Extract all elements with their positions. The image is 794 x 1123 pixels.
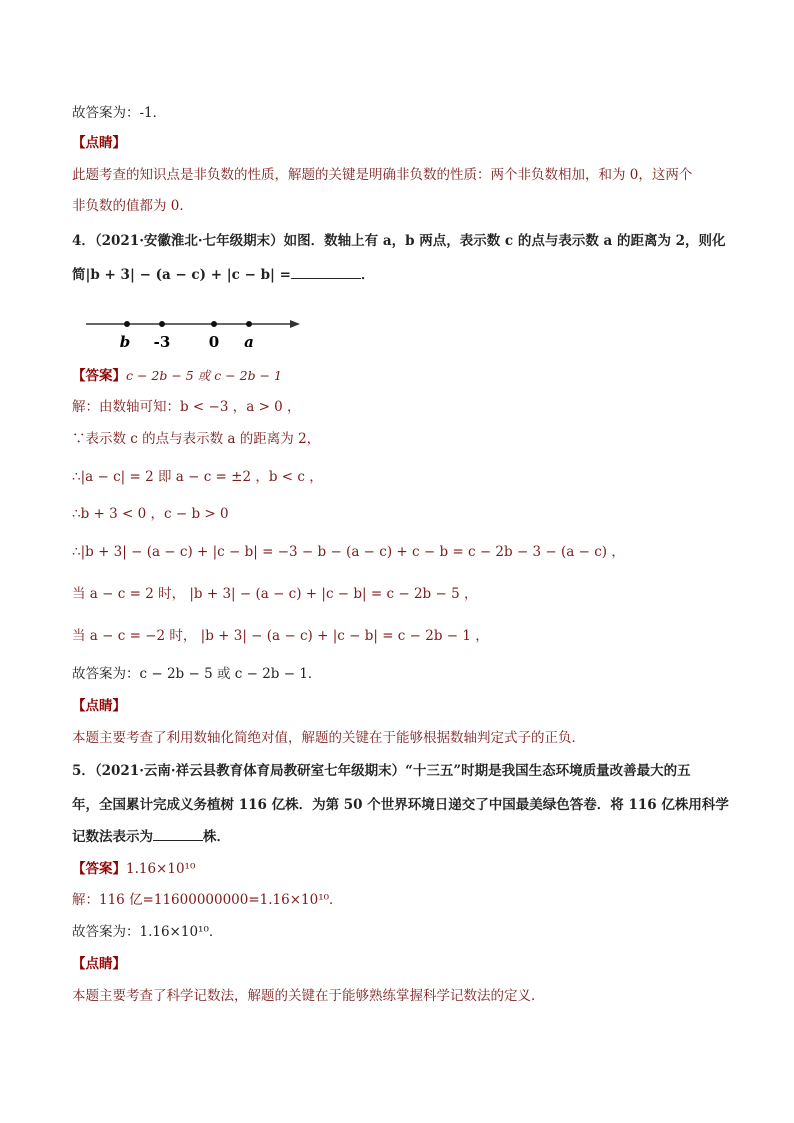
number-line-arrow [290,320,300,328]
answer-tag-5: 【答案】 [72,861,126,877]
answer-5-final: 故答案为：1.16×10¹⁰． [72,924,223,940]
point-neg3 [159,321,165,327]
label-zero: 0 [208,333,220,351]
solution-4-line-7: 当 a − c = −2 时， |b + 3| − (a − c) + |c − b| = c − 2b − 1 ， [72,628,489,644]
solution-4-line-1: 解：由数轴可知：b < −3 ，a > 0 ， [72,399,301,415]
comment-heading-4: 【点睛】 [72,698,126,714]
comment-text-prev-1: 此题考查的知识点是非负数的性质，解题的关键是明确非负数的性质：两个非负数相加，和为 0，这两个 [72,167,693,183]
point-b [124,321,130,327]
solution-5-line-1: 解：116 亿=11600000000=1.16×10¹⁰． [72,892,343,908]
answer-5 [72,860,195,878]
answer-line-prev: 故答案为：-1． [72,105,167,121]
question-5-text-2: 年，全国累计完成义务植树 116 亿株．为第 50 个世界环境日递交了中国最美绿色答卷．将 116 亿株用科学 [72,797,729,813]
answer-blank-5 [153,828,203,841]
question-5-prefix: 记数法表示为 [72,829,153,845]
point-zero [211,321,217,327]
solution-4-line-2: ∵表示数 c 的点与表示数 a 的距离为 2， [72,431,321,447]
question-4-text: 4．（2021·安徽淮北·七年级期末）如图．数轴上有 a，b 两点，表示数 c 的点与表示数 a 的距离为 2，则化 [72,233,726,249]
solution-4-line-3: ∴|a − c| = 2 即 a − c = ±2 ，b < c ， [72,469,323,485]
comment-heading-5: 【点睛】 [72,956,126,972]
answer-tag: 【答案】 [72,368,126,384]
label-neg3: -3 [153,333,171,351]
answer-4-final: 故答案为：c − 2b − 5 或 c − 2b − 1． [72,666,322,682]
question-4-formula: 简|b + 3| − (a − c) + |c − b| = [72,267,291,283]
question-5-text-1: 5．（2021·云南·祥云县教育体育局教研室七年级期末）“十三五”时期是我国生态环境质量改善最大的五 [72,763,691,779]
question-5-text-3 [72,828,230,846]
label-b: b [119,333,131,351]
comment-5-text: 本题主要考查了科学记数法，解题的关键在于能够熟练掌握科学记数法的定义． [72,988,545,1004]
comment-text-prev-2: 非负数的值都为 0． [72,198,193,214]
solution-4-line-5: ∴|b + 3| − (a − c) + |c − b| = −3 − b − (a − c) + c − b = c − 2b − 3 − (a − c) ， [72,544,625,560]
answer-5-value: 1.16×10¹⁰ [126,861,196,877]
number-line-figure [82,312,312,356]
question-4-expression [72,266,374,284]
solution-4-line-6: 当 a − c = 2 时， |b + 3| − (a − c) + |c − b| = c − 2b − 5 ， [72,586,478,602]
comment-4-text: 本题主要考查了利用数轴化简绝对值，解题的关键在于能够根据数轴判定式子的正负． [72,730,585,746]
solution-4-line-4: ∴b + 3 < 0 ，c − b > 0 [72,506,229,522]
answer-4-value: c − 2b − 5 或 c − 2b − 1 [126,368,282,383]
answer-blank [291,266,361,279]
question-5-suffix: 株． [203,829,230,845]
point-a [246,321,252,327]
question-4-end: ． [360,267,375,283]
comment-heading-prev: 【点睛】 [72,135,126,151]
label-a: a [244,333,254,351]
answer-4 [72,367,282,385]
